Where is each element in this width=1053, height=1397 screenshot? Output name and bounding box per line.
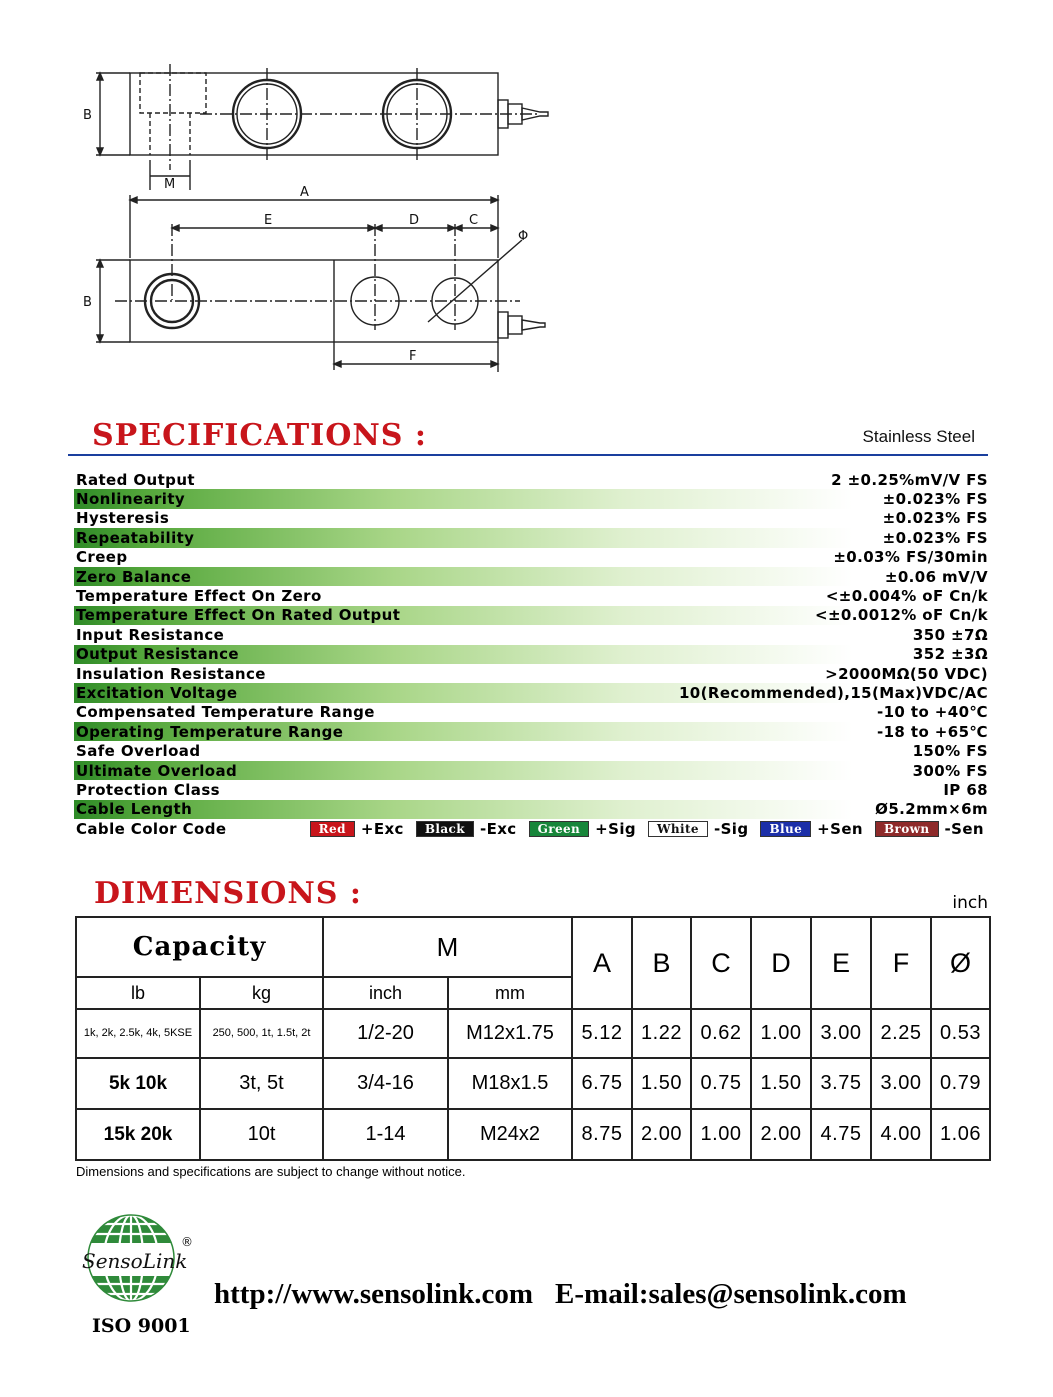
cell-diameter: 1.06: [931, 1109, 990, 1160]
spec-value: 352 ±3Ω: [912, 645, 988, 664]
spec-value: ±0.06 mV/V: [884, 567, 988, 586]
header-inch: inch: [323, 977, 448, 1009]
cell-diameter: 0.53: [931, 1009, 990, 1058]
specifications-list: [74, 470, 990, 838]
cell-b: 1.50: [632, 1058, 691, 1109]
cell-c: 0.62: [691, 1009, 751, 1058]
cell-kg: 250, 500, 1t, 1.5t, 2t: [200, 1009, 323, 1058]
cell-diameter: 0.79: [931, 1058, 990, 1109]
spec-label: Creep: [76, 548, 128, 567]
table-row: [76, 1058, 990, 1109]
spec-row: [74, 722, 990, 741]
spec-label: Protection Class: [76, 780, 220, 799]
spec-label: Nonlinearity: [76, 490, 186, 509]
spec-label: Safe Overload: [76, 742, 201, 761]
spec-row: [74, 509, 990, 528]
spec-value: >2000MΩ(50 VDC): [825, 664, 988, 683]
spec-value: <±0.0012% oF Cn/k: [815, 606, 988, 625]
spec-label: Ultimate Overload: [76, 761, 238, 780]
cell-kg: 3t, 5t: [200, 1058, 323, 1109]
cable-color-codes: [310, 820, 990, 838]
dim-label-b-front: B: [83, 295, 92, 310]
logo-wordmark: SensoLink: [82, 1249, 188, 1273]
header-mm: mm: [448, 977, 572, 1009]
cell-m-mm: M24x2: [448, 1109, 572, 1160]
table-row: [76, 1109, 990, 1160]
spec-label: Rated Output: [76, 470, 195, 489]
spec-label: Cable Color Code: [76, 819, 227, 838]
cell-lb: 5k 10k: [76, 1058, 200, 1109]
cell-f: 2.25: [871, 1009, 931, 1058]
material-label: Stainless Steel: [862, 427, 975, 446]
cell-e: 4.75: [811, 1109, 871, 1160]
spec-value: -18 to +65℃: [876, 722, 988, 741]
spec-label: Excitation Voltage: [76, 683, 238, 702]
dim-label-m: M: [164, 177, 176, 192]
spec-row: [74, 664, 990, 683]
header-m: M: [323, 917, 572, 977]
specifications-divider: [68, 454, 988, 456]
cell-b: 1.22: [632, 1009, 691, 1058]
cell-c: 1.00: [691, 1109, 751, 1160]
spec-row: [74, 548, 990, 567]
cable-color-code-row: [74, 819, 990, 838]
registered-mark: ®: [181, 1235, 193, 1249]
spec-row: [74, 528, 990, 547]
color-chip-white: White: [648, 821, 708, 837]
spec-value: 300% FS: [912, 761, 988, 780]
cell-lb: 1k, 2k, 2.5k, 4k, 5KSE: [76, 1009, 200, 1058]
spec-label: Temperature Effect On Rated Output: [76, 606, 401, 625]
dim-label-c: C: [469, 213, 479, 228]
spec-value: -10 to +40℃: [876, 703, 988, 722]
cell-m-inch: 1/2-20: [323, 1009, 448, 1058]
dim-label-a: A: [300, 185, 309, 200]
contact-line: [214, 1278, 994, 1311]
technical-drawing: [0, 0, 1053, 400]
spec-row: [74, 489, 990, 508]
specifications-title: SPECIFICATIONS :: [92, 418, 427, 453]
color-chip-red: Red: [310, 821, 355, 837]
cell-a: 6.75: [572, 1058, 632, 1109]
dimensions-title: DIMENSIONS :: [94, 876, 362, 911]
color-chip-blue: Blue: [760, 821, 811, 837]
spec-row: [74, 741, 990, 760]
cell-m-mm: M18x1.5: [448, 1058, 572, 1109]
spec-value: ±0.023% FS: [882, 509, 988, 528]
spec-label: Input Resistance: [76, 625, 225, 644]
header-f: F: [871, 917, 931, 1009]
spec-value: 2 ±0.25%mV/V FS: [831, 470, 988, 489]
cell-b: 2.00: [632, 1109, 691, 1160]
color-chip-green: Green: [529, 821, 590, 837]
dim-label-f: F: [409, 349, 417, 364]
cell-m-inch: 3/4-16: [323, 1058, 448, 1109]
spec-label: Output Resistance: [76, 645, 239, 664]
cell-f: 4.00: [871, 1109, 931, 1160]
spec-row: [74, 625, 990, 644]
color-signal: +Sig: [595, 819, 637, 838]
header-diameter: Ø: [931, 917, 990, 1009]
cell-lb: 15k 20k: [76, 1109, 200, 1160]
dim-label-phi: Φ: [518, 229, 529, 244]
cell-a: 5.12: [572, 1009, 632, 1058]
spec-value: 150% FS: [912, 742, 988, 761]
cell-a: 8.75: [572, 1109, 632, 1160]
color-chip-brown: Brown: [875, 821, 939, 837]
sensolink-logo: [76, 1210, 206, 1315]
spec-value: 350 ±7Ω: [912, 625, 988, 644]
spec-value: IP 68: [943, 780, 988, 799]
cell-m-mm: M12x1.75: [448, 1009, 572, 1058]
spec-row: [74, 470, 990, 489]
spec-row: [74, 606, 990, 625]
spec-row: [74, 567, 990, 586]
spec-row: [74, 780, 990, 799]
cell-e: 3.75: [811, 1058, 871, 1109]
cell-d: 2.00: [751, 1109, 811, 1160]
spec-label: Repeatability: [76, 528, 195, 547]
spec-label: Zero Balance: [76, 567, 192, 586]
spec-value: Ø5.2mm×6m: [875, 800, 988, 819]
color-signal: +Sen: [817, 819, 863, 838]
spec-value: ±0.023% FS: [882, 528, 988, 547]
spec-label: Cable Length: [76, 800, 193, 819]
spec-value: ±0.03% FS/30min: [833, 548, 988, 567]
cell-e: 3.00: [811, 1009, 871, 1058]
color-signal: +Exc: [360, 819, 404, 838]
header-d: D: [751, 917, 811, 1009]
color-signal: -Sen: [944, 819, 984, 838]
cell-m-inch: 1-14: [323, 1109, 448, 1160]
dim-label-e: E: [264, 213, 273, 228]
color-signal: -Sig: [713, 819, 749, 838]
spec-row: [74, 683, 990, 702]
spec-value: ±0.023% FS: [882, 490, 988, 509]
iso-certification: ISO 9001: [92, 1315, 191, 1337]
dimensions-table: [75, 916, 991, 1161]
spec-label: Operating Temperature Range: [76, 722, 344, 741]
header-capacity: Capacity: [76, 917, 323, 977]
header-kg: kg: [200, 977, 323, 1009]
header-e: E: [811, 917, 871, 1009]
cell-f: 3.00: [871, 1058, 931, 1109]
cell-kg: 10t: [200, 1109, 323, 1160]
spec-value: <±0.004% oF Cn/k: [825, 587, 988, 606]
cell-c: 0.75: [691, 1058, 751, 1109]
header-lb: lb: [76, 977, 200, 1009]
spec-label: Temperature Effect On Zero: [76, 587, 322, 606]
spec-row: [74, 800, 990, 819]
spec-row: [74, 645, 990, 664]
header-b: B: [632, 917, 691, 1009]
cell-d: 1.00: [751, 1009, 811, 1058]
dim-label-b-top: B: [83, 108, 92, 123]
spec-label: Compensated Temperature Range: [76, 703, 375, 722]
dimensions-unit: inch: [952, 893, 988, 913]
cell-d: 1.50: [751, 1058, 811, 1109]
table-header-row: [76, 917, 990, 977]
website-link[interactable]: http://www.sensolink.com: [214, 1278, 534, 1310]
color-signal: -Exc: [479, 819, 517, 838]
header-a: A: [572, 917, 632, 1009]
spec-label: Hysteresis: [76, 509, 170, 528]
spec-value: 10(Recommended),15(Max)VDC/AC: [678, 683, 988, 702]
spec-row: [74, 586, 990, 605]
dim-label-d: D: [409, 213, 420, 228]
color-chip-black: Black: [416, 821, 474, 837]
spec-label: Insulation Resistance: [76, 664, 266, 683]
spec-row: [74, 703, 990, 722]
disclaimer-note: Dimensions and specifications are subject to change without notice.: [76, 1164, 466, 1179]
table-row: [76, 1009, 990, 1058]
header-c: C: [691, 917, 751, 1009]
email-link[interactable]: E-mail:sales@sensolink.com: [555, 1278, 907, 1310]
spec-row: [74, 761, 990, 780]
